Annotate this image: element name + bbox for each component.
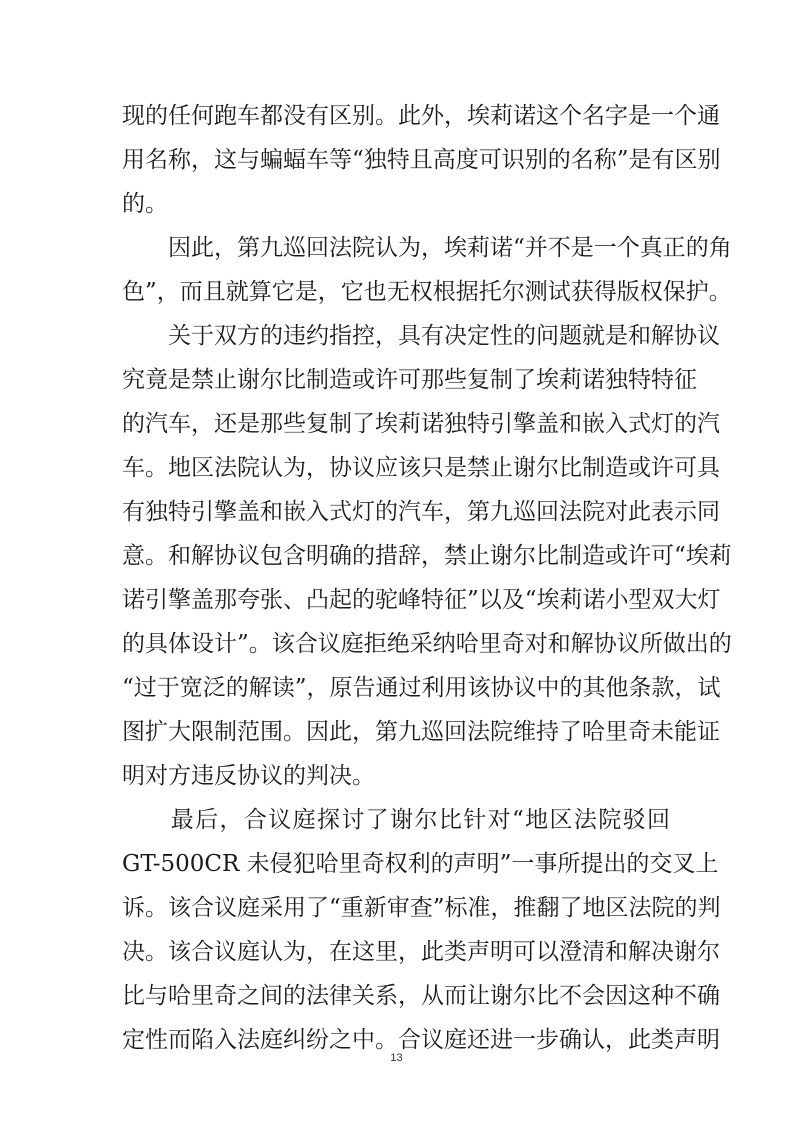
text-line: 意。和解协议包含明确的措辞，禁止谢尔比制造或许可“埃莉 xyxy=(122,543,732,569)
text-line: 色”，而且就算它是，它也无权根据托尔测试获得版权保护。 xyxy=(122,279,732,305)
text-line: 明对方违反协议的判决。 xyxy=(122,763,375,789)
text-line: 的汽车，还是那些复制了埃莉诺独特引擎盖和嵌入式灯的汽 xyxy=(122,411,720,437)
text-line: 图扩大限制范围。因此，第九巡回法院维持了哈里奇未能证 xyxy=(122,719,720,745)
text-line: GT-500CR 未侵犯哈里奇权利的声明”一事所提出的交叉上 xyxy=(122,851,719,877)
text-line: 诺引擎盖那夸张、凸起的驼峰特征”以及“埃莉诺小型双大灯 xyxy=(122,587,721,613)
text-line: 决。该合议庭认为，在这里，此类声明可以澄清和解决谢尔 xyxy=(122,939,720,965)
text-line: 关于双方的违约指控，具有决定性的问题就是和解协议 xyxy=(122,323,720,349)
text-line: “过于宽泛的解读”，原告通过利用该协议中的其他条款，试 xyxy=(122,675,721,701)
text-line: 用名称，这与蝙蝠车等“独特且高度可识别的名称”是有区别 xyxy=(122,147,721,173)
text-line: 因此，第九巡回法院认为，埃莉诺“并不是一个真正的角 xyxy=(122,235,732,261)
text-line: 究竟是禁止谢尔比制造或许可那些复制了埃莉诺独特特征 xyxy=(122,367,697,393)
text-line: 有独特引擎盖和嵌入式灯的汽车，第九巡回法院对此表示同 xyxy=(122,499,720,525)
text-line: 定性而陷入法庭纠纷之中。合议庭还进一步确认，此类声明 xyxy=(122,1027,720,1053)
text-line: 诉。该合议庭采用了“重新审查”标准，推翻了地区法院的判 xyxy=(122,895,721,921)
page-number: 13 xyxy=(390,1052,403,1064)
text-line: 现的任何跑车都没有区别。此外，埃莉诺这个名字是一个通 xyxy=(122,103,720,129)
text-line: 最后，合议庭探讨了谢尔比针对“地区法院驳回 xyxy=(122,807,670,833)
text-line: 的具体设计”。该合议庭拒绝采纳哈里奇对和解协议所做出的 xyxy=(122,631,732,657)
text-line: 的。 xyxy=(122,191,168,217)
text-line: 车。地区法院认为，协议应该只是禁止谢尔比制造或许可具 xyxy=(122,455,720,481)
text-line: 比与哈里奇之间的法律关系，从而让谢尔比不会因这种不确 xyxy=(122,983,720,1009)
